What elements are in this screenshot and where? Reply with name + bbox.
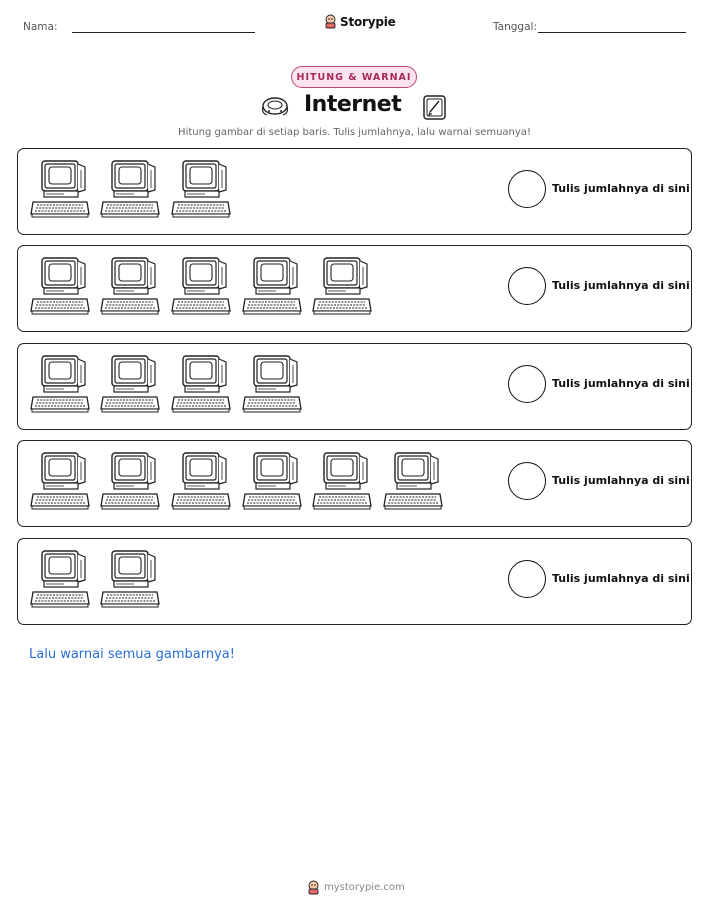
computer-icon	[30, 353, 90, 415]
computer-icon	[242, 353, 302, 415]
computer-icon	[312, 450, 372, 512]
count-row	[17, 245, 692, 332]
write-count-label: Tulis jumlahnya di sini	[552, 572, 690, 585]
computer-icon	[100, 450, 160, 512]
coloring-instruction: Lalu warnai semua gambarnya!	[29, 647, 235, 662]
instruction-text: Hitung gambar di setiap baris. Tulis jumlahnya, lalu warnai semuanya!	[178, 127, 531, 138]
write-count-label: Tulis jumlahnya di sini	[552, 377, 690, 390]
storypie-mascot-icon	[307, 880, 320, 895]
count-row	[17, 148, 692, 235]
router-icon	[259, 93, 291, 119]
computer-icon	[100, 548, 160, 610]
answer-circle[interactable]	[508, 267, 546, 305]
computer-icon	[171, 450, 231, 512]
computer-icon	[242, 255, 302, 317]
footer	[307, 880, 405, 895]
answer-circle[interactable]	[508, 170, 546, 208]
name-label: Nama:	[23, 21, 58, 33]
count-row	[17, 538, 692, 625]
computer-icon	[242, 450, 302, 512]
worksheet-title: Internet	[304, 92, 402, 117]
computer-icon	[100, 353, 160, 415]
name-line[interactable]	[72, 32, 255, 33]
date-line[interactable]	[538, 32, 686, 33]
computer-icon	[171, 255, 231, 317]
activity-badge: HITUNG & WARNAI	[291, 66, 417, 88]
write-count-label: Tulis jumlahnya di sini	[552, 182, 690, 195]
answer-circle[interactable]	[508, 462, 546, 500]
write-count-label: Tulis jumlahnya di sini	[552, 474, 690, 487]
date-label: Tanggal:	[493, 21, 537, 33]
brand-name: Storypie	[340, 14, 396, 29]
count-row	[17, 440, 692, 527]
tablet-icon	[421, 92, 449, 122]
computer-icon	[30, 450, 90, 512]
computer-icon	[30, 158, 90, 220]
answer-circle[interactable]	[508, 560, 546, 598]
footer-url[interactable]: mystorypie.com	[324, 882, 405, 893]
computer-icon	[383, 450, 443, 512]
answer-circle[interactable]	[508, 365, 546, 403]
write-count-label: Tulis jumlahnya di sini	[552, 279, 690, 292]
computer-icon	[312, 255, 372, 317]
computer-icon	[100, 255, 160, 317]
computer-icon	[171, 353, 231, 415]
computer-icon	[30, 548, 90, 610]
computer-icon	[171, 158, 231, 220]
storypie-logo	[324, 14, 396, 29]
computer-icon	[100, 158, 160, 220]
storypie-mascot-icon	[324, 14, 337, 29]
count-row	[17, 343, 692, 430]
computer-icon	[30, 255, 90, 317]
